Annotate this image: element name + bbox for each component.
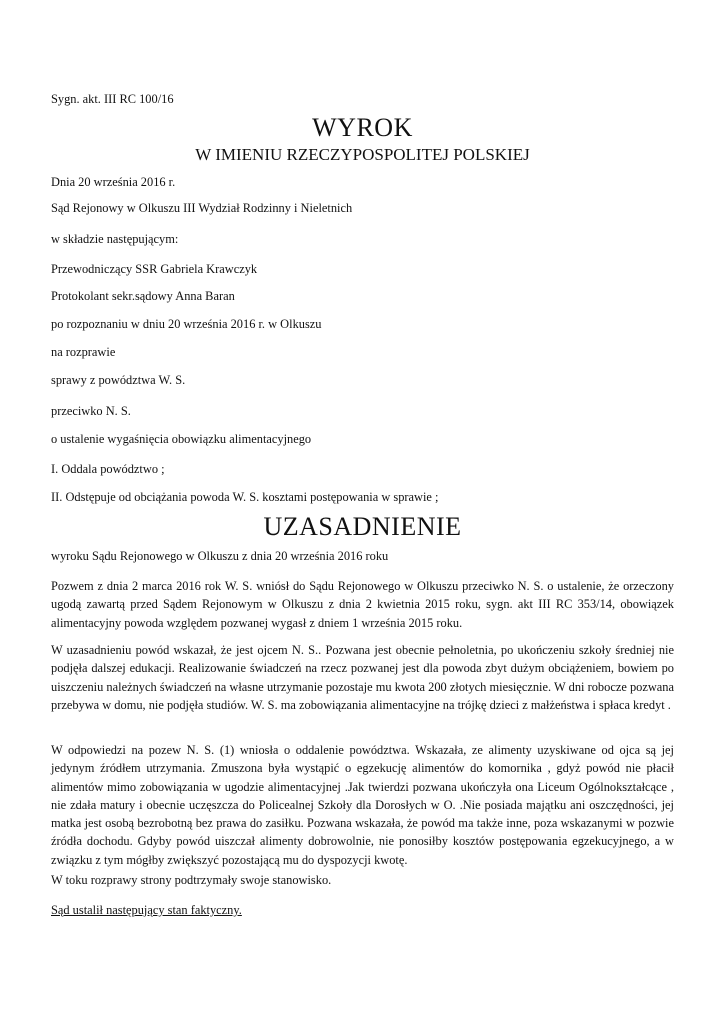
judgment-title: WYROK <box>312 113 413 142</box>
defendant-line: przeciwko N. S. <box>51 404 131 418</box>
justification-intro: wyroku Sądu Rejonowego w Olkuszu z dnia 20 września 2016 roku <box>51 549 389 563</box>
ruling-point-2: II. Odstępuje od obciążania powoda W. S. kosztami postępowania w sprawie ; <box>51 490 439 504</box>
case-signature: Sygn. akt. III RC 100/16 <box>51 92 174 106</box>
justification-title: UZASADNIENIE <box>263 512 462 541</box>
ruling-point-1: I. Oddala powództwo ; <box>51 462 165 476</box>
presiding-judge: Przewodniczący SSR Gabriela Krawczyk <box>51 262 258 276</box>
hearing-type: na rozprawie <box>51 345 116 359</box>
composition-label: w składzie następującym: <box>51 232 179 246</box>
paragraph-defendant-response: W odpowiedzi na pozew N. S. (1) wniosła o oddalenie powództwa. Wskazała, ze alimenty uzyskiwane od ojca są jej jedynym źródłem utrzymania. Zmuszona była wystąpić o egzekucję alimentów do komornika , gdyż powód nie płacił alimentów mimo zobowiązania w ugodzie alimentacyjnej .Jak twierdzi pozwana ukończyła ona Liceum Ogólnokształcące , nie zdała matury i obecnie uczęszcza do Policealnej Szkoły dla Dorosłych w O. .Nie posiada majątku ani oszczędności, jej matka jest osobą bezrobotną bez prawa do zasiłku. Pozwana wskazała, że powód ma także inne, poza wskazanymi w pozwie źródła dochodu. Gdyby powód uiszczał alimenty dobrowolnie, nie ponosiłby kosztów postępowania egzekucyjnego, a w związku z tym mógłby zwiększyć pozostającą mu do dyspozycji kwotę. <box>51 743 674 867</box>
plaintiff-line: sprawy z powództwa W. S. <box>51 373 186 387</box>
paragraph-plaintiff-claims: W uzasadnieniu powód wskazał, że jest ojcem N. S.. Pozwana jest obecnie pełnoletnia, po ukończeniu szkoły średniej nie podjęła dalszej edukacji. Realizowanie świadczeń na rzecz pozwanej jest dla powoda zbyt dużym obciążeniem, bowiem po uiszczeniu należnych świadczeń na własne utrzymanie pozostaje mu kwota 200 złotych miesięcznie. W dni robocze pozwana przebywa w domu, nie podjęła studiów. W. S. ma zobowiązania alimentacyjne na trójkę dzieci z małżeństwa i spłaca kredyt . <box>51 643 674 712</box>
court-name: Sąd Rejonowy w Olkuszu III Wydział Rodzinny i Nieletnich <box>51 201 353 215</box>
court-clerk: Protokolant sekr.sądowy Anna Baran <box>51 289 235 303</box>
judgment-date: Dnia 20 września 2016 r. <box>51 175 176 189</box>
case-subject: o ustalenie wygaśnięcia obowiązku alimentacyjnego <box>51 432 312 446</box>
paragraph-lawsuit: Pozwem z dnia 2 marca 2016 rok W. S. wniósł do Sądu Rejonowego w Olkuszu przeciwko N. S. o ustalenie, że orzeczony ugodą zawartą przed Sądem Rejonowym w Olkuszu z dnia 2 kwietnia 2015 roku, sygn. akt III RC 353/14, obowiązek alimentacyjny powoda względem pozwanej wygasł z dniem 1 września 2015 roku. <box>51 579 674 630</box>
paragraph-hearing: W toku rozprawy strony podtrzymały swoje stanowisko. <box>51 873 332 887</box>
hearing-info: po rozpoznaniu w dniu 20 września 2016 r. w Olkuszu <box>51 317 322 331</box>
judgment-subtitle: W IMIENIU RZECZYPOSPOLITEJ POLSKIEJ <box>195 145 530 164</box>
facts-heading: Sąd ustalił następujący stan faktyczny. <box>51 903 242 917</box>
